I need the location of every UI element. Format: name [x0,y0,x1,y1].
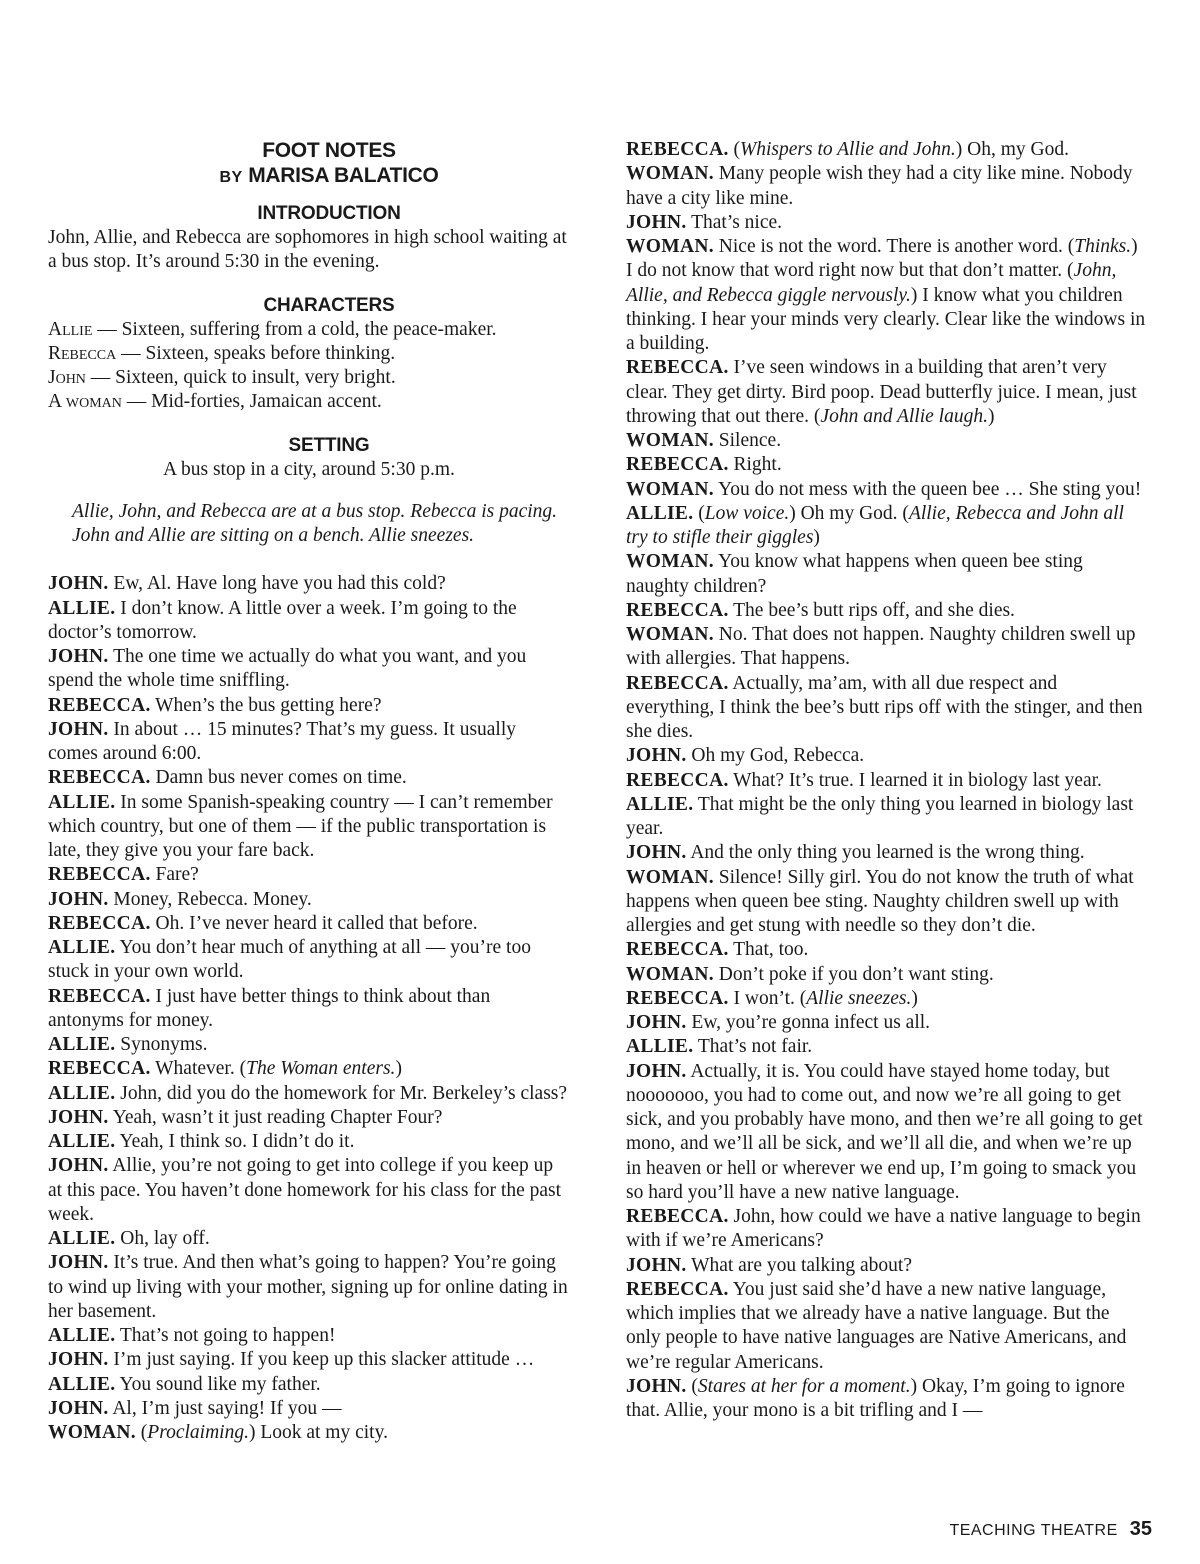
introduction-heading: INTRODUCTION [257,203,401,224]
dialog-text: No. That does not happen. Naughty children swell up with allergies. That happens. [626,624,1136,670]
speaker-name: JOHN. [626,745,687,767]
dialog-line [626,744,1148,768]
speaker-name: ALLIE. [626,1036,694,1058]
stage-direction: Whispers to Allie and John. [740,139,956,160]
speaker-name: ALLIE. [48,1082,116,1104]
dialog-text: Don’t poke if you don’t want sting. [713,963,994,985]
speaker-name: JOHN. [626,211,687,233]
dialog-text: Al, I’m just saying! If you — [108,1397,342,1419]
speaker-name: REBECCA. [48,694,151,716]
dialog-text: Ew, you’re gonna infect us all. [686,1012,931,1033]
dialog-line [626,987,1148,1011]
dialog-text: Yeah, wasn’t it just reading Chapter Four? [108,1106,443,1128]
stage-direction: John, Allie, and Rebecca giggle nervously. [626,260,1117,306]
author-name: MARISA BALATICO [248,164,439,187]
speaker-name: ALLIE. [48,1373,116,1395]
dialog-line [626,235,1148,356]
speaker-name: WOMAN. [48,1422,136,1443]
speaker-name: WOMAN. [626,236,714,257]
dialog-text: You know what happens when queen bee sting naughty children? [626,551,1083,597]
dialog-line [48,985,570,1034]
dialog-line [48,1251,570,1324]
dialog-line [626,356,1148,429]
dialog-text: ) [911,987,918,1009]
dialog-line [48,1348,570,1372]
dialog-line [626,866,1148,939]
dialog-line [48,572,570,596]
character-name: A woman [48,391,122,413]
dialog-text: ) I do not know that word right now but that don’t matter. ( [626,236,1138,282]
dialog-line [48,766,570,790]
dialog-line [48,1057,570,1081]
characters-heading: CHARACTERS [263,294,395,316]
speaker-name: JOHN. [48,718,109,740]
setting-heading: SETTING [288,434,370,456]
dialog-line [626,211,1148,235]
speaker-name: ALLIE. [48,1034,116,1055]
speaker-name: ALLIE. [48,1228,116,1249]
dialog-text: The one time we actually do what you want, and you spend the whole time sniffling. [48,646,527,692]
dialog-text: John, how could we have a native language to begin with if we’re Americans? [626,1206,1141,1252]
dialog-line [48,1227,570,1251]
character-entry [48,366,570,390]
speaker-name: REBECCA. [626,987,729,1009]
dialog-text: ) Oh my God. ( [789,502,909,524]
dialog-text: ) Okay, I’m going to ignore that. Allie, your mono is a bit trifling and I — [626,1375,1125,1421]
dialog-line [48,645,570,694]
dialog-line [48,597,570,646]
dialog-text: You sound like my father. [115,1373,321,1395]
speaker-name: REBECCA. [48,912,151,934]
speaker-name: ALLIE. [626,502,694,524]
character-name: Allie [48,318,93,340]
speaker-name: JOHN. [48,1252,109,1274]
speaker-name: REBECCA. [626,1206,729,1227]
dialog-text: Ew, Al. Have long have you had this cold? [108,573,446,595]
speaker-name: JOHN. [48,1349,109,1371]
dialog-text: Damn bus never comes on time. [150,767,407,789]
dialog-text: In about … 15 minutes? That’s my guess. It usually comes around 6:00. [48,718,517,764]
dialog-line [626,1375,1148,1424]
dialog-text: You do not mess with the queen bee … She sting you! [713,478,1142,500]
speaker-name: ALLIE. [626,793,694,815]
dialog-line [48,912,570,936]
dialog-text: John, did you do the homework for Mr. Berkeley’s class? [115,1082,568,1104]
dialog-text: I don’t know. A little over a week. I’m going to the doctor’s tomorrow. [48,597,517,643]
dialog-text: ( [135,1422,148,1443]
dialog-text: Whatever. ( [150,1058,247,1080]
dialog-text: ( [728,139,740,160]
dialog-line [48,1397,570,1421]
speaker-name: REBECCA. [48,985,151,1007]
dialog-text: ) Oh, my God. [955,139,1069,160]
speaker-name: JOHN. [48,646,109,667]
speaker-name: WOMAN. [626,866,714,888]
dialog-line [626,1254,1148,1278]
speaker-name: REBECCA. [626,139,729,160]
dialog-text: ) [813,527,820,548]
speaker-name: REBECCA. [626,1278,729,1300]
dialog-text: That might be the only thing you learned in biology last year. [626,793,1134,839]
speaker-name: WOMAN. [626,430,714,451]
dialog-line [626,841,1148,865]
dialog-line [626,963,1148,987]
dialog-text: That’s not fair. [693,1036,813,1058]
dialog-line [626,502,1148,551]
dialog-line [626,550,1148,599]
byline-prefix: BY [219,169,243,186]
opening-stage-direction: Allie, John, and Rebecca are at a bus stop. Rebecca is pacing. John and Allie are sitting on a bench. Allie sneezes. [72,500,558,546]
stage-direction: Allie sneezes. [806,987,912,1009]
speaker-name: JOHN. [48,888,109,910]
dialog-text: I’ve seen windows in a building that aren’t very clear. They get dirty. Bird poop. Dead butterfly juice. I mean, just throwing that out there. ( [626,357,1137,427]
dialog-text: I’m just saying. If you keep up this slacker attitude … [108,1349,535,1371]
dialog-text: ) Look at my city. [248,1422,388,1443]
dialog-line [626,623,1148,672]
speaker-name: REBECCA. [48,767,151,789]
stage-direction: Low voice. [704,502,790,524]
stage-direction: Proclaiming. [147,1422,249,1443]
left-column [48,138,570,1445]
page-footer [949,1518,1152,1541]
speaker-name: REBECCA. [626,939,729,961]
dialog-line [626,162,1148,211]
dialog-text: When’s the bus getting here? [150,694,382,716]
dialog-text: You don’t hear much of anything at all — you’re too stuck in your own world. [48,937,531,983]
character-entry [48,342,570,366]
dialog-text: Actually, it is. You could have stayed home today, but nooooooo, you had to come out, and now we’re all going to get sick, and you probably have mono, and then we’re all going to get mono, and we’ll all be sick, and we’ll all die, and when we’re up in heaven or hell or wherever we end up, I’m going to smack you so hard you’ll have a new native language. [626,1060,1143,1203]
character-description: — Sixteen, suffering from a cold, the peace-maker. [97,318,497,340]
dialog-text: The bee’s butt rips off, and she dies. [728,599,1015,621]
dialog-line [626,478,1148,502]
dialog-text: What are you talking about? [686,1254,912,1276]
dialog-line [48,1033,570,1057]
speaker-name: REBECCA. [626,599,729,621]
dialog-line [48,1324,570,1348]
dialog-text: Synonyms. [115,1034,208,1055]
dialog-text: ) I know what you children thinking. I hear your minds very clearly. Clear like the windows in a building. [626,284,1146,354]
speaker-name: ALLIE. [48,937,116,958]
speaker-name: WOMAN. [626,963,714,985]
dialog-line [626,769,1148,793]
dialog-line [48,694,570,718]
speaker-name: ALLIE. [48,1131,116,1152]
dialog-line [626,1011,1148,1035]
dialog-line [626,1035,1148,1059]
speaker-name: REBECCA. [48,1058,151,1080]
speaker-name: REBECCA. [626,769,729,791]
speaker-name: JOHN. [48,1155,109,1177]
dialog-text: ( [693,502,705,524]
left-dialog [48,572,570,1445]
dialog-text: Oh my God, Rebecca. [686,745,865,767]
dialog-text: Yeah, I think so. I didn’t do it. [115,1131,355,1152]
dialog-line [48,791,570,864]
character-name: Rebecca [48,342,117,364]
dialog-line [626,793,1148,842]
speaker-name: JOHN. [48,573,109,595]
dialog-line [48,888,570,912]
dialog-text: Money, Rebecca. Money. [108,888,312,910]
dialog-text: ) [987,405,995,427]
dialog-line [48,936,570,985]
dialog-line [626,453,1148,477]
speaker-name: REBECCA. [626,672,729,694]
speaker-name: REBECCA. [48,864,151,886]
characters-list [48,318,570,415]
dialog-line [48,1421,570,1445]
dialog-text: ( [686,1375,698,1397]
dialog-text: Fare? [150,864,199,886]
speaker-name: ALLIE. [48,597,116,619]
dialog-text: Nice is not the word. There is another word. ( [713,236,1075,257]
dialog-text: Silence! Silly girl. You do not know the truth of what happens when queen bee sting. Naughty children swell up with allergies and get stung with needle so they don’t die. [626,866,1134,936]
dialog-text: ) [395,1058,402,1080]
speaker-name: WOMAN. [626,551,714,573]
dialog-line [626,938,1148,962]
dialog-line [48,1130,570,1154]
dialog-text: Right. [728,454,782,476]
dialog-line [48,718,570,767]
dialog-line [626,599,1148,623]
speaker-name: JOHN. [626,1060,687,1082]
introduction-text: John, Allie, and Rebecca are sophomores in high school waiting at a bus stop. It’s around 5:30 in the evening. [48,227,567,273]
speaker-name: REBECCA. [626,357,729,379]
dialog-line [48,863,570,887]
character-entry [48,390,570,414]
dialog-text: Silence. [713,430,782,451]
speaker-name: ALLIE. [48,1325,116,1346]
dialog-line [48,1373,570,1397]
speaker-name: JOHN. [626,842,687,864]
speaker-name: JOHN. [626,1254,687,1276]
dialog-text: Oh, lay off. [115,1228,210,1249]
dialog-text: That’s nice. [686,211,783,233]
character-name: John [48,367,86,388]
dialog-text: I won’t. ( [728,987,807,1009]
dialog-line [626,1278,1148,1375]
stage-direction: The Woman enters. [246,1058,396,1080]
speaker-name: WOMAN. [626,478,714,500]
dialog-text: Many people wish they had a city like mine. Nobody have a city like mine. [626,163,1133,209]
speaker-name: JOHN. [48,1106,109,1128]
dialog-text: Oh. I’ve never heard it called that before. [150,912,478,934]
stage-direction: Allie, Rebecca and John all try to stifle their giggles [626,502,1124,548]
dialog-text: And the only thing you learned is the wrong thing. [686,842,1085,864]
character-description: — Sixteen, quick to insult, very bright. [90,367,396,388]
stage-direction: John and Allie laugh. [820,405,988,427]
speaker-name: JOHN. [626,1012,687,1033]
character-entry [48,318,570,342]
setting-text: A bus stop in a city, around 5:30 p.m. [163,458,455,480]
dialog-line [626,1060,1148,1206]
dialog-text: That, too. [728,939,809,961]
stage-direction: Thinks. [1074,236,1132,257]
speaker-name: JOHN. [626,1375,687,1397]
dialog-line [626,672,1148,745]
dialog-text: Allie, you’re not going to get into college if you keep up at this pace. You haven’t done homework for his class for the past week. [48,1155,562,1225]
dialog-text: That’s not going to happen! [115,1325,336,1346]
dialog-line [48,1154,570,1227]
speaker-name: WOMAN. [626,163,714,185]
dialog-line [48,1106,570,1130]
character-description: — Mid-forties, Jamaican accent. [126,391,382,413]
page-number: 35 [1129,1518,1152,1540]
speaker-name: ALLIE. [48,791,116,813]
dialog-line [626,138,1148,162]
character-description: — Sixteen, speaks before thinking. [121,342,396,364]
dialog-text: What? It’s true. I learned it in biology last year. [728,769,1102,791]
dialog-line [626,1205,1148,1254]
dialog-line [626,429,1148,453]
dialog-text: It’s true. And then what’s going to happen? You’re going to wind up living with your mother, signing up for online dating in her basement. [48,1252,568,1322]
dialog-text: You just said she’d have a new native language, which implies that we already have a native language. But the only people to have native languages are Native Americans, and we’re regular Americans. [626,1278,1127,1373]
publication-name: TEACHING THEATRE [949,1522,1118,1539]
speaker-name: JOHN. [48,1397,109,1419]
dialog-text: Actually, ma’am, with all due respect and everything, I think the bee’s butt rips off with the stinger, and then she dies. [626,672,1143,742]
speaker-name: REBECCA. [626,454,729,476]
byline [88,163,570,190]
dialog-line [48,1082,570,1106]
stage-direction: Stares at her for a moment. [697,1375,911,1397]
dialog-text: In some Spanish-speaking country — I can’t remember which country, but one of them — if the public transportation is late, they give you your fare back. [48,791,553,861]
dialog-text: I just have better things to think about than antonyms for money. [48,985,491,1031]
play-title: FOOT NOTES [262,139,396,162]
right-dialog [626,138,1148,1423]
speaker-name: WOMAN. [626,624,714,645]
